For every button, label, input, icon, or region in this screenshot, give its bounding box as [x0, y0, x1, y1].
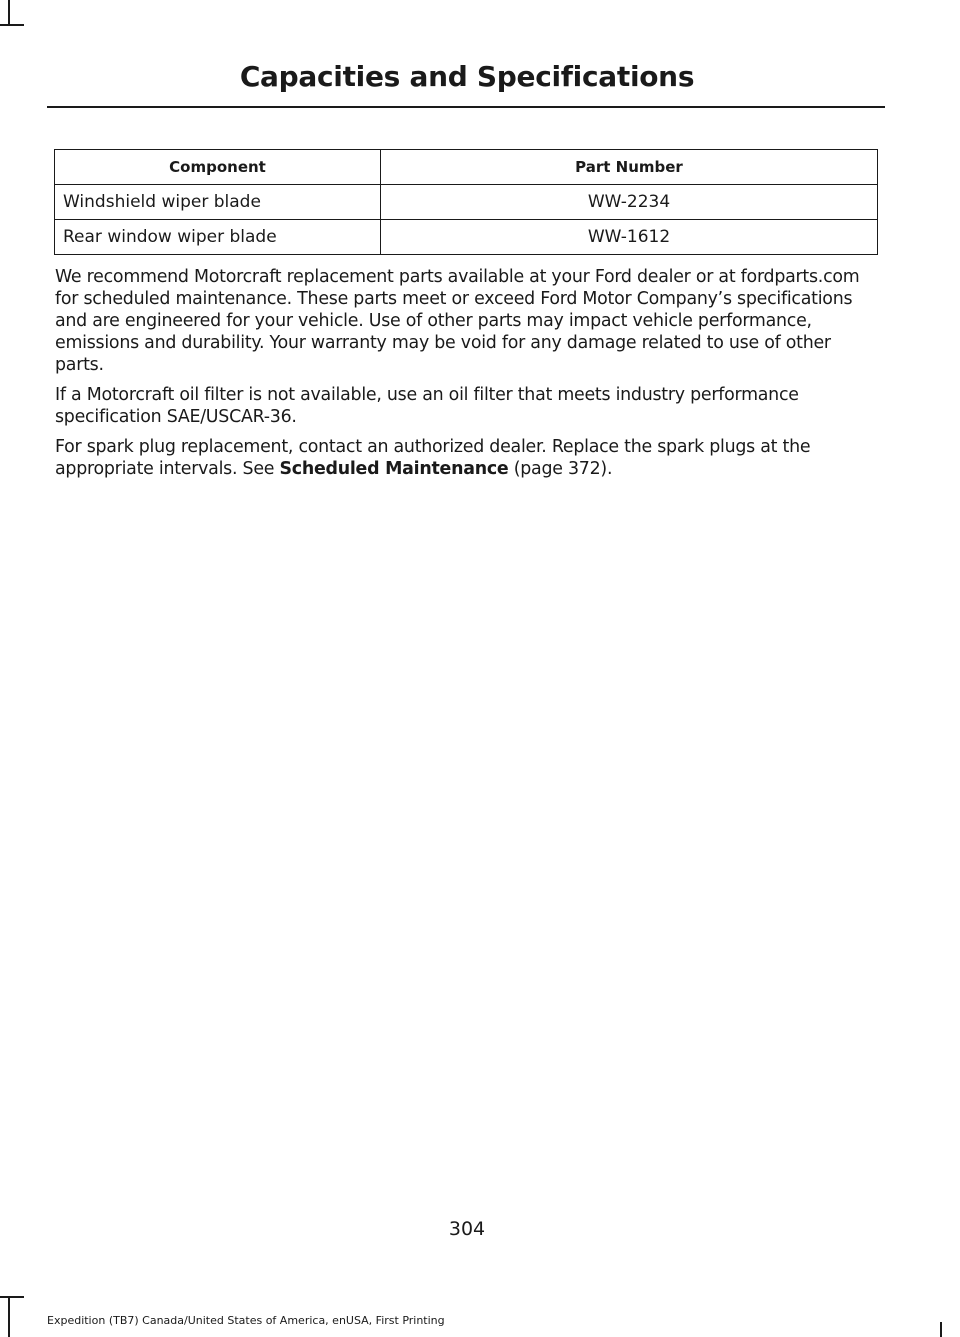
footer-edition: Expedition (TB7) Canada/United States of America, enUSA, First Printing — [47, 1314, 445, 1327]
title-divider — [47, 106, 885, 108]
page-title: Capacities and Specifications — [239, 60, 695, 93]
crop-mark-top-left-horizontal — [0, 24, 24, 26]
crop-mark-bottom-left-vertical — [8, 1296, 10, 1337]
page-number: 304 — [448, 1218, 486, 1240]
paragraph-oil-filter: If a Motorcraft oil filter is not available, use an oil filter that meets industry performance specification SAE/USCAR-36. — [55, 385, 799, 427]
part-number-cell: WW-2234 — [381, 185, 878, 220]
parts-table — [54, 149, 878, 255]
crop-mark-top-left-vertical — [8, 0, 10, 24]
spark-plug-text: For spark plug replacement, contact an authorized dealer. Replace the spark plugs at the appropriate intervals. See — [55, 437, 811, 479]
body-text — [55, 266, 881, 488]
paragraph-spark-plug — [55, 436, 881, 480]
crop-mark-bottom-right-vertical — [940, 1322, 942, 1337]
column-header-part-number: Part Number — [381, 150, 878, 185]
column-header-component: Component — [55, 150, 381, 185]
page-reference: (page 372). — [508, 459, 613, 479]
table-row — [55, 185, 878, 220]
component-cell: Rear window wiper blade — [55, 220, 381, 255]
crop-mark-bottom-left-horizontal — [0, 1296, 24, 1298]
component-cell: Windshield wiper blade — [55, 185, 381, 220]
scheduled-maintenance-link[interactable]: Scheduled Maintenance — [279, 459, 509, 479]
part-number-cell: WW-1612 — [381, 220, 878, 255]
table-header-row — [55, 150, 878, 185]
paragraph-motorcraft-parts: We recommend Motorcraft replacement parts available at your Ford dealer or at fordparts.com for scheduled maintenance. These parts meet or exceed Ford Motor Company’s specifications and are engineered for your vehicle. Use of other parts may impact vehicle performance, emissions and durability. Your warranty may be void for any damage related to use of other parts. — [55, 267, 860, 375]
table-row — [55, 220, 878, 255]
